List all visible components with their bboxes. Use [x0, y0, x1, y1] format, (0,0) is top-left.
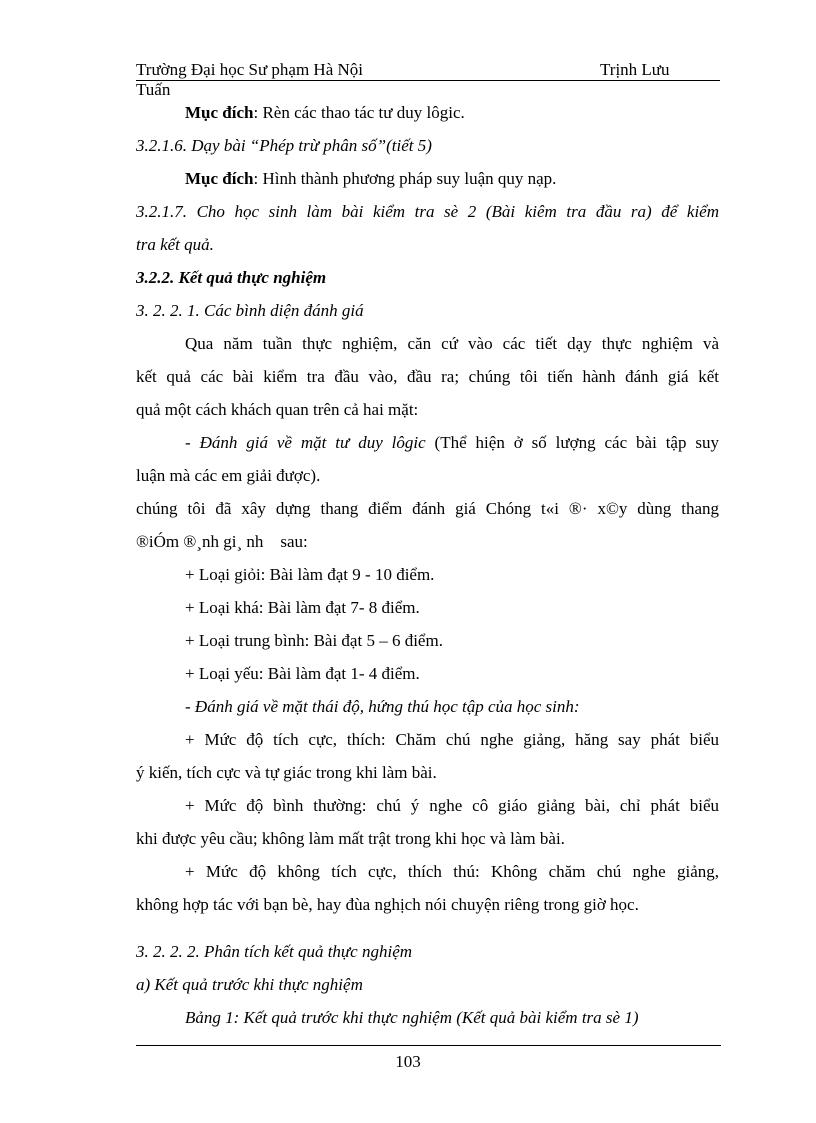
paragraph-line: Qua năm tuần thực nghiệm, căn cứ vào các tiết dạy thực nghiệm và: [185, 334, 719, 353]
subsection-heading: 3.2.1.7. Cho học sinh làm bài kiểm tra sè 2 (Bài kiêm tra đầu ra) để kiểm: [136, 202, 719, 221]
paragraph-line: quả một cách khách quan trên cả hai mặt:: [136, 400, 419, 419]
page-body: [136, 96, 719, 1034]
table-caption: Bảng 1: Kết quả trước khi thực nghiệm (Kết quả bài kiểm tra sè 1): [185, 1008, 639, 1027]
list-item: + Mức độ bình thường: chú ý nghe cô giáo giảng bài, chỉ phát biểu: [185, 796, 719, 815]
paragraph-line: luận mà các em giải được).: [136, 466, 321, 485]
list-item: + Mức độ không tích cực, thích thú: Không chăm chú nghe giảng,: [185, 862, 719, 881]
list-item-cont: khi được yêu cầu; không làm mất trật trong khi học và làm bài.: [136, 829, 565, 848]
subsection-heading: 3. 2. 2. 1. Các bình diện đánh giá: [136, 301, 364, 320]
list-item: + Mức độ tích cực, thích: Chăm chú nghe giảng, hăng say phát biểu: [185, 730, 719, 749]
subsection-heading: a) Kết quả trước khi thực nghiệm: [136, 975, 363, 994]
list-item-cont: không hợp tác với bạn bè, hay đùa nghịch nói chuyện riêng trong giờ học.: [136, 895, 639, 914]
header-institution: Trường Đại học Sư phạm Hà Nội: [136, 60, 364, 79]
list-item: + Loại yếu: Bài làm đạt 1- 4 điểm.: [185, 664, 420, 683]
footer-rule: [136, 1045, 721, 1046]
subsection-heading-cont: tra kết quả.: [136, 235, 214, 254]
header-author-continued: Tuấn: [136, 80, 171, 99]
list-item-cont: ý kiến, tích cực và tự giác trong khi làm bài.: [136, 763, 437, 782]
paragraph-line: kết quả các bài kiểm tra đầu vào, đầu ra; chúng tôi tiến hành đánh giá kết: [136, 367, 719, 386]
list-item: + Loại trung bình: Bài đạt 5 – 6 điểm.: [185, 631, 443, 650]
paragraph-line: - Đánh giá về mặt thái độ, hứng thú học tập của học sinh:: [185, 697, 580, 716]
subsection-heading: 3. 2. 2. 2. Phân tích kết quả thực nghiệm: [136, 942, 413, 961]
running-header: [136, 58, 720, 81]
header-author: Trịnh Lưu: [600, 60, 670, 79]
paragraph-line: - Đánh giá về mặt tư duy lôgic (Thể hiện ở số lượng các bài tập suy: [185, 433, 719, 452]
paragraph: Mục đích: Rèn các thao tác tư duy lôgic.: [185, 103, 465, 122]
section-heading: 3.2.2. Kết quả thực nghiệm: [136, 268, 327, 287]
paragraph-line: chúng tôi đã xây dựng thang điểm đánh giá Chóng t«i ®· x©y dùng thang: [136, 499, 719, 518]
page-number: 103: [395, 1052, 421, 1071]
paragraph: Mục đích: Hình thành phương pháp suy luận quy nạp.: [185, 169, 557, 188]
list-item: + Loại khá: Bài làm đạt 7- 8 điểm.: [185, 598, 420, 617]
paragraph-line: ®iÓm ®¸nh gi¸ nh sau:: [136, 532, 308, 551]
list-item: + Loại giỏi: Bài làm đạt 9 - 10 điểm.: [185, 565, 435, 584]
subsection-heading: 3.2.1.6. Dạy bài “Phép trừ phân số”(tiết 5): [136, 136, 432, 155]
